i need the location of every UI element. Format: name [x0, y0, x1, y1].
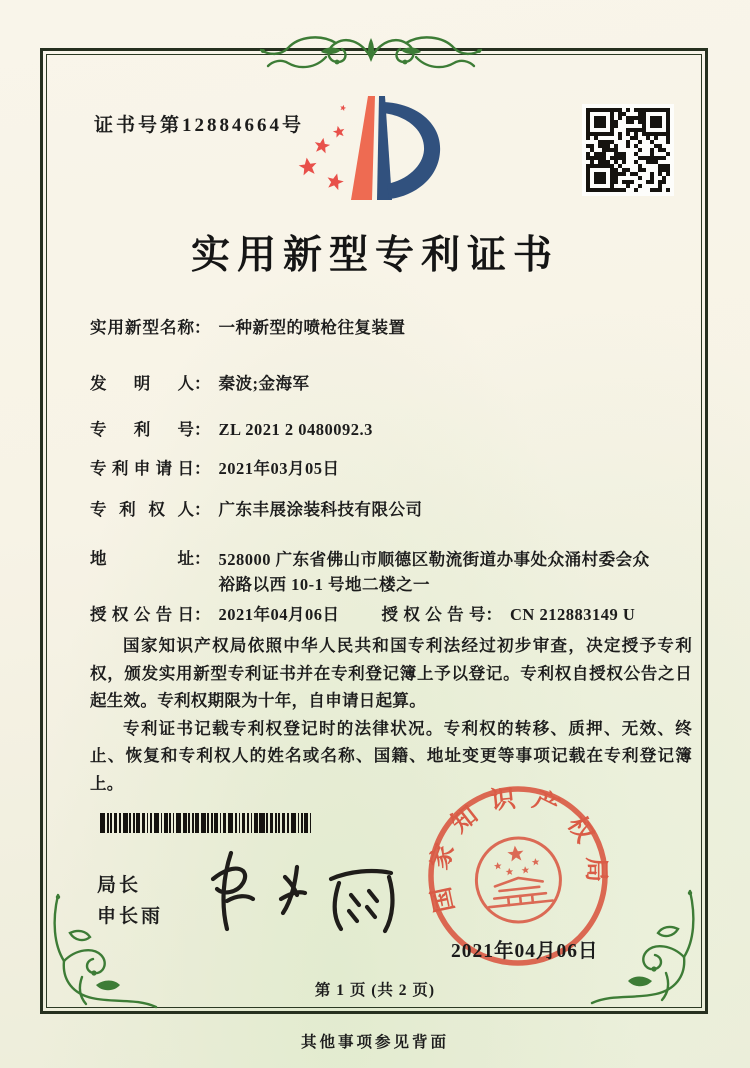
- grant-no-pair: [382, 603, 636, 626]
- field-label: 专利权人: [90, 500, 194, 519]
- field-colon: ：: [194, 549, 211, 568]
- field-list: [90, 316, 690, 626]
- field-value: 2021年03月05日: [218, 459, 340, 478]
- field-row-filing-date: [90, 457, 690, 480]
- seal-text: 国家知识产权局: [425, 784, 610, 915]
- grant-date-pair: [90, 603, 340, 626]
- field-label: 地址: [90, 549, 194, 568]
- field-value: 秦波;金海军: [218, 374, 310, 393]
- signer-name: 申长雨: [97, 906, 164, 927]
- qr-code: [582, 104, 674, 196]
- grant-date-value: 2021年04月06日: [218, 605, 340, 624]
- field-label: 专利申请日: [90, 459, 194, 478]
- field-label: 专利号: [90, 420, 194, 439]
- field-label: 授权公告号: [381, 605, 486, 624]
- field-value: ZL 2021 2 0480092.3: [218, 420, 373, 439]
- field-label: 实用新型名称: [90, 318, 194, 337]
- grant-no-value: CN 212883149 U: [510, 605, 636, 624]
- national-emblem-icon: [472, 834, 564, 926]
- svg-text:国家知识产权局: [415, 775, 614, 915]
- certificate-title: 实用新型专利证书: [190, 234, 559, 277]
- field-colon: ：: [194, 605, 211, 624]
- field-colon: ：: [194, 374, 211, 393]
- field-row-address: [90, 547, 690, 597]
- field-colon: ：: [485, 605, 502, 624]
- field-colon: ：: [194, 459, 211, 478]
- field-row-name: [90, 316, 690, 339]
- field-value: 一种新型的喷枪往复装置: [218, 318, 406, 337]
- seal-date: 2021年04月06日: [451, 941, 599, 962]
- field-colon: ：: [194, 420, 211, 439]
- field-colon: ：: [194, 500, 211, 519]
- field-row-inventor: [90, 372, 690, 395]
- field-colon: ：: [194, 318, 211, 337]
- field-row-grant: [90, 603, 690, 626]
- page-number: 第 1 页 (共 2 页): [314, 982, 436, 999]
- field-label: 授权公告日: [90, 605, 194, 624]
- certificate-number: 证书号第12884664号: [94, 115, 305, 136]
- back-side-note: 其他事项参见背面: [300, 1034, 449, 1051]
- field-row-patentee: [90, 498, 690, 521]
- field-value: 528000 广东省佛山市顺德区勒流街道办事处众涌村委会众裕路以西 10-1 号地二楼之一: [218, 550, 650, 594]
- qr-code-svg: [586, 108, 670, 192]
- legal-paragraph-1: 国家知识产权局依照中华人民共和国专利法经过初步审查，决定授予专利权，颁发实用新型专利证书并在专利登记簿上予以登记。专利权自授权公告之日起生效。专利权期限为十年，自申请日起算。: [90, 636, 692, 710]
- signer-block: [97, 870, 163, 932]
- signer-title: 局长: [97, 875, 142, 896]
- barcode: [100, 813, 313, 833]
- director-signature-icon: [193, 843, 411, 941]
- field-value: 广东丰展涂装科技有限公司: [218, 500, 423, 519]
- legal-paragraph-2: 专利证书记载专利权登记时的法律状况。专利权的转移、质押、无效、终止、恢复和专利权人的姓名或名称、国籍、地址变更等事项记载在专利登记簿上。: [90, 718, 692, 793]
- field-row-patent-no: [90, 418, 690, 441]
- field-label: 发明人: [90, 374, 194, 393]
